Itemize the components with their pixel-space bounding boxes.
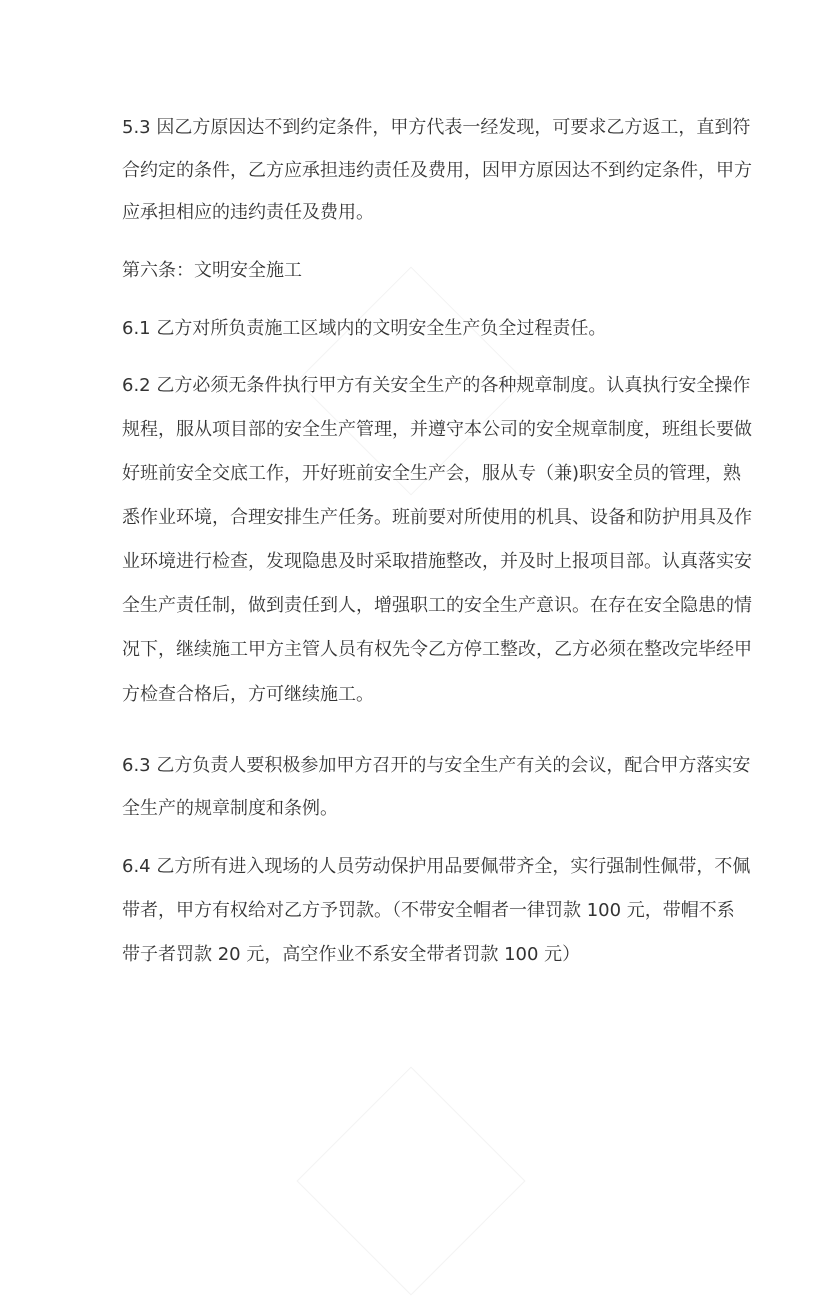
heading-6-line: 第六条：文明安全施工 [122,260,302,281]
p-6-2-line: 业环境进行检查，发现隐患及时采取措施整改，并及时上报项目部。认真落实安 [122,551,752,572]
p-6-2-line: 好班前安全交底工作，开好班前安全生产会，服从专（兼)职安全员的管理，熟 [122,463,742,484]
p-6-1-line: 6.1 乙方对所负责施工区域内的文明安全生产负全过程责任。 [122,318,607,339]
p-6-2-line: 况下，继续施工甲方主管人员有权先令乙方停工整改，乙方必须在整改完毕经甲 [122,639,752,660]
p-6-4-line: 带子者罚款 20 元，高空作业不系安全带者罚款 100 元） [122,944,581,965]
p-5-3-line: 应承担相应的违约责任及费用。 [122,202,374,223]
p-5-3-line: 5.3 因乙方原因达不到约定条件，甲方代表一经发现，可要求乙方返工，直到符 [122,117,751,138]
p-6-2-line: 悉作业环境，合理安排生产任务。班前要对所使用的机具、设备和防护用具及作 [122,507,752,528]
p-6-2-line: 方检查合格后，方可继续施工。 [122,684,374,705]
p-6-2-line: 6.2 乙方必须无条件执行甲方有关安全生产的各种规章制度。认真执行安全操作 [122,375,751,396]
watermark-shape [296,1066,525,1295]
p-6-3-line: 6.3 乙方负责人要积极参加甲方召开的与安全生产有关的会议，配合甲方落实安 [122,755,751,776]
p-6-4-line: 6.4 乙方所有进入现场的人员劳动保护用品要佩带齐全，实行强制性佩带，不佩 [122,856,751,877]
p-6-4-line: 带者，甲方有权给对乙方予罚款。（不带安全帽者一律罚款 100 元，带帽不系 [122,900,735,921]
p-5-3-line: 合约定的条件，乙方应承担违约责任及费用，因甲方原因达不到约定条件，甲方 [122,160,752,181]
p-6-3-line: 全生产的规章制度和条例。 [122,798,338,819]
p-6-2-line: 全生产责任制，做到责任到人，增强职工的安全生产意识。在存在安全隐患的情 [122,595,752,616]
p-6-2-line: 规程，服从项目部的安全生产管理，并遵守本公司的安全规章制度，班组长要做 [122,419,752,440]
